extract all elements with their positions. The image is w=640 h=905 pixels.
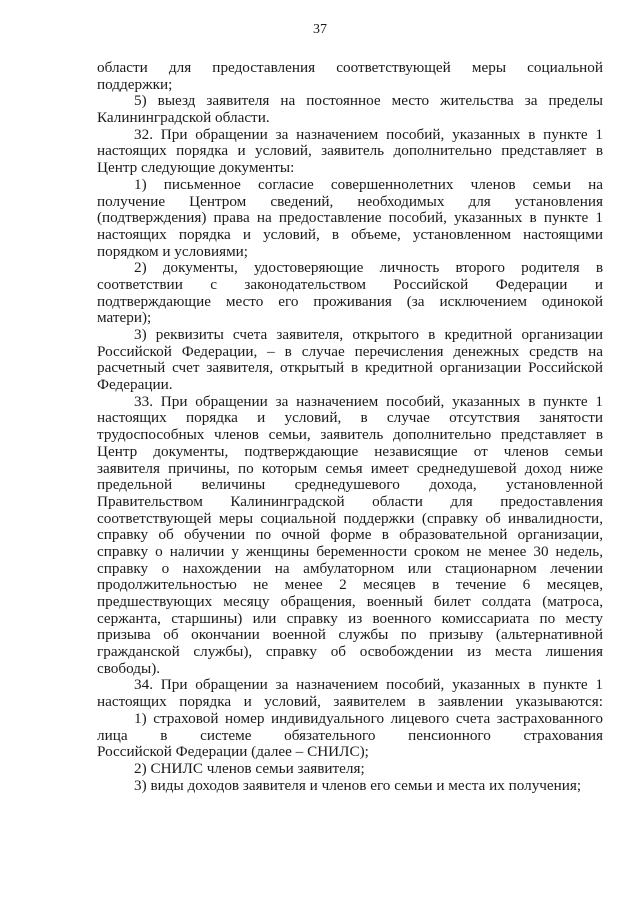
text-line: соответствующей меры социальной поддержки (справку об инвалидности, — [97, 509, 603, 527]
text-line: предшествующих месяцу обращения, военный билет солдата (матроса, — [97, 593, 603, 610]
text-line: настоящих порядка и условий, в объеме, установленном настоящими — [97, 225, 603, 243]
text-line: сержанта, старшины) или справку из военного комиссариата по месту — [97, 609, 603, 627]
text-line: справку о наличии у женщины беременности сроком не менее 30 недель, — [97, 542, 603, 560]
text-line: Российской Федерации (далее – СНИЛС); — [97, 743, 369, 761]
text-line: настоящих порядка и условий, заявителем в заявлении указываются: — [97, 693, 603, 711]
text-line: свободы). — [97, 659, 161, 677]
text-line: Центр документы, подтверждающие независящие от членов семьи — [97, 442, 603, 460]
text-line: 1) письменное согласие совершеннолетних членов семьи на — [134, 175, 603, 193]
text-line: Федерации. — [97, 376, 173, 394]
text-line: 32. При обращении за назначением пособий, указанных в пункте 1 — [134, 125, 603, 143]
text-line: гражданской службы), справку об освобождении из места лишения — [97, 643, 603, 661]
text-line: матери); — [97, 309, 152, 327]
text-line: Центр следующие документы: — [97, 159, 295, 177]
text-line: расчетный счет заявителя, открытый в кредитной организации Российской — [97, 359, 603, 377]
text-line: области для предоставления соответствующей меры социальной — [97, 59, 603, 76]
text-line: продолжительностью не менее 2 месяцев в течение 6 месяцев, — [97, 576, 603, 594]
text-line: (подтверждения) права на предоставление пособий, указанных в пункте 1 — [97, 209, 603, 227]
text-line: подтверждающие место его проживания (за исключением одинокой — [97, 292, 603, 310]
text-line: Российской Федерации, – в случае перечисления денежных средств на — [97, 342, 603, 360]
text-line: порядком и условиями; — [97, 242, 249, 260]
text-line: 5) выезд заявителя на постоянное место жительства за пределы — [134, 92, 603, 110]
text-line: 1) страховой номер индивидуального лицевого счета застрахованного — [134, 709, 603, 727]
text-line: призыва об окончании военной службы по призыву (альтернативной — [97, 626, 603, 644]
text-line: 2) СНИЛС членов семьи заявителя; — [134, 759, 365, 777]
document-body — [97, 60, 603, 794]
text-line: настоящих порядка и условий, в случае отсутствия занятости — [97, 409, 603, 427]
page-number: 37 — [313, 22, 327, 37]
text-line: трудоспособных членов семьи, заявитель дополнительно представляет в — [97, 426, 603, 444]
text-line: лица в системе обязательного пенсионного страхования — [97, 726, 603, 744]
text-line: получение Центром сведений, необходимых для установления — [97, 192, 603, 210]
text-line: поддержки; — [97, 75, 173, 93]
text-line: 3) виды доходов заявителя и членов его семьи и места их получения; — [134, 776, 582, 794]
text-line: 2) документы, удостоверяющие личность второго родителя в — [134, 259, 603, 277]
text-line: 33. При обращении за назначением пособий, указанных в пункте 1 — [134, 392, 603, 410]
text-line: Правительством Калининградской области для предоставления — [97, 492, 603, 510]
text-line: справку о нахождении на амбулаторном или стационарном лечении — [97, 559, 603, 577]
text-line: предельной величины среднедушевого дохода, установленной — [97, 476, 603, 494]
text-line: заявителя причины, по которым семья имеет среднедушевой доход ниже — [97, 459, 603, 477]
text-line: соответствии с законодательством Российской Федерации и — [97, 275, 603, 293]
text-line: 34. При обращении за назначением пособий, указанных в пункте 1 — [134, 676, 603, 694]
text-line: настоящих порядка и условий, заявитель дополнительно представляет в — [97, 142, 603, 160]
text-line: 3) реквизиты счета заявителя, открытого в кредитной организации — [134, 326, 603, 343]
text-line: справку об обучении по очной форме в образовательной организации, — [97, 526, 603, 544]
text-line: Калининградской области. — [97, 109, 270, 127]
